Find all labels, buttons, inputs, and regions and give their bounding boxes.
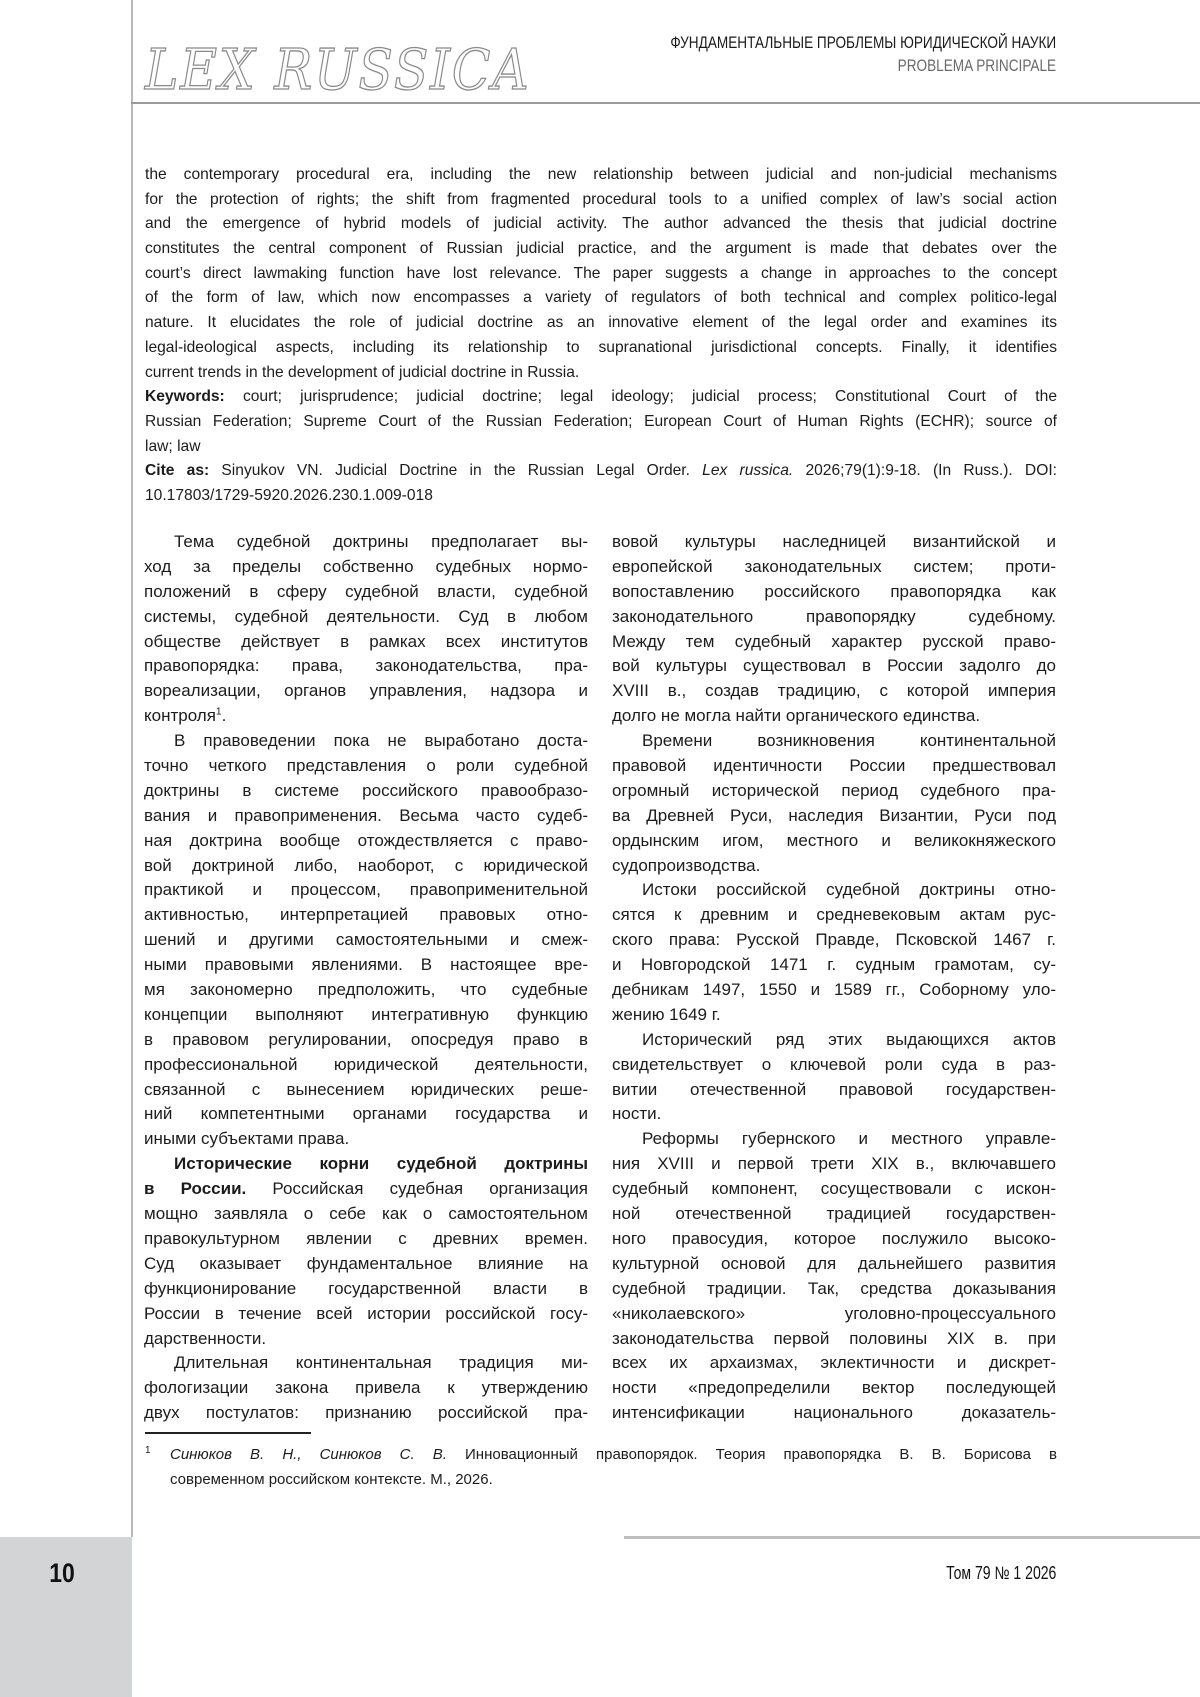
text-line: ва Древней Руси, наследия Византии, Руси под	[612, 805, 1056, 825]
text-line: Истоки российской судебной доктрины отно-	[642, 880, 1056, 900]
text-line: европейской законодательных систем; проти-	[612, 556, 1056, 576]
text-line: ности.	[612, 1104, 662, 1124]
text-line: Между тем судебный характер русской право-	[612, 631, 1056, 651]
text-line: ности «предопределили вектор последующей	[612, 1378, 1056, 1398]
text-line: мощно заявляла о себе как о самостоятельном	[144, 1204, 588, 1224]
footnote-ref[interactable]: 1	[215, 706, 222, 718]
text-line: and the emergence of hybrid models of judicial activity. The author advanced the thesis that judicial doctrine	[145, 215, 1057, 233]
text-line: интенсификации национального доказатель-	[612, 1403, 1056, 1423]
text-line: практикой и процессом, правоприменительной	[144, 880, 588, 900]
body-column-left	[144, 530, 588, 1426]
text-line: Суд оказывает фундаментальное влияние на	[144, 1253, 588, 1273]
text-line: В правоведении пока не выработано доста-	[174, 731, 588, 751]
text-line: законодательного правопорядку судебному.	[612, 606, 1056, 626]
bold-run: Cite as:	[145, 462, 210, 480]
issue-info: Том 79 № 1 2026	[945, 1563, 1056, 1583]
paragraph	[144, 1351, 588, 1426]
text-line	[145, 385, 1057, 410]
section-title: ФУНДАМЕНТАЛЬНЫЕ ПРОБЛЕМЫ ЮРИДИЧЕСКОЙ НАУКИ	[670, 33, 1056, 52]
text-line	[144, 704, 588, 729]
footnote-rule	[145, 1432, 311, 1434]
text-line	[144, 1177, 588, 1202]
paragraph	[612, 1127, 1056, 1426]
text-line: Russian Federation; Supreme Court of the Russian Federation; European Court of Human Rights (ECHR); source of	[145, 412, 1057, 430]
bold-run: Исторические корни судебной доктрины	[174, 1154, 588, 1174]
text-line: Исторический ряд этих выдающихся актов	[642, 1029, 1056, 1049]
text-line: культурной основой для дальнейшего развития	[612, 1253, 1056, 1273]
text-line: of the form of law, which now encompasses a variety of regulators of both technical and complex politico-legal	[145, 289, 1057, 307]
text-line: жению 1649 г.	[612, 1004, 721, 1024]
text-line: Длительная континентальная традиция ми-	[174, 1353, 588, 1373]
footnote-number: 1	[145, 1445, 151, 1456]
italic-run: Lex russica.	[702, 462, 794, 480]
section-subtitle: PROBLEMA PRINCIPALE	[897, 56, 1056, 75]
text-line: правокультурном явлении с древних времен.	[144, 1228, 588, 1248]
footnote	[145, 1442, 1057, 1492]
text-line: концепции выполняют интегративную функцию	[144, 1004, 588, 1024]
text-line: дебникам 1497, 1550 и 1589 гг., Соборному уло-	[612, 980, 1056, 1000]
text-run: Sinyukov VN. Judicial Doctrine in the Russian Legal Order.	[209, 462, 703, 480]
text-line	[145, 459, 1057, 484]
text-line: ского права: Русской Правде, Псковской 1467 г.	[612, 930, 1056, 950]
text-line: двух постулатов: признанию российской пра-	[144, 1403, 588, 1423]
text-line: судебной традиции. Так, средства доказывания	[612, 1278, 1056, 1298]
text-line: судопроизводства.	[612, 855, 761, 875]
text-line: сятся к древним и средневековым актам рус-	[612, 905, 1056, 925]
text-line: шений и другими самостоятельными и смеж-	[144, 930, 588, 950]
text-line: дарственности.	[144, 1328, 267, 1348]
page-number: 10	[49, 1558, 75, 1588]
text-line: связанной с вынесением юридических реше-	[144, 1079, 588, 1099]
italic-run: Синюков В. Н., Синюков С. В.	[170, 1446, 447, 1463]
text-line: вой доктриной либо, наоборот, с юридической	[144, 855, 588, 875]
text-line: ная доктрина вообще отождествляется с право-	[144, 830, 588, 850]
text-line: nature. It elucidates the role of judicial doctrine as an innovative element of the legal order and examines its	[145, 314, 1057, 332]
text-run: court; jurisprudence; judicial doctrine; legal ideology; judicial process; Constitutional Court of the	[224, 388, 1057, 406]
text-line: Тема судебной доктрины предполагает вы-	[174, 532, 588, 551]
text-line: иными субъектами права.	[144, 1129, 350, 1149]
text-line: Времени возникновения континентальной	[642, 731, 1056, 751]
text-line: вопоставлению российского правопорядка как	[612, 581, 1056, 601]
text-line	[144, 1152, 588, 1177]
text-line: the contemporary procedural era, including the new relationship between judicial and non-judicial mechanisms	[145, 166, 1057, 183]
text-line: вания и правоприменения. Весьма часто судеб-	[144, 805, 588, 825]
paragraph	[145, 163, 1057, 385]
text-line: ний компетентными органами государства и	[144, 1104, 588, 1124]
paragraph	[612, 878, 1056, 1027]
text-line: Реформы губернского и местного управле-	[642, 1129, 1056, 1149]
text-line: XVIII в., создав традицию, с которой империя	[612, 681, 1056, 701]
text-line: и Новгородской 1471 г. судным грамотам, су-	[612, 955, 1056, 975]
footnote-line	[170, 1442, 1057, 1467]
paragraph	[144, 729, 588, 1152]
body-column-right	[612, 530, 1056, 1426]
text-line: России в течение всей истории российской госу-	[144, 1303, 588, 1323]
text-line: функционирование государственной власти в	[144, 1278, 588, 1298]
text-line: law; law	[145, 437, 201, 455]
text-line: 10.17803/1729-5920.2026.230.1.009-018	[145, 486, 433, 504]
margin-rule	[131, 0, 133, 1537]
text-line: правовой идентичности России предшествовал	[612, 756, 1056, 776]
text-line: фологизации закона привела к утверждению	[144, 1378, 588, 1398]
text-line: ход за пределы собственно судебных нормо-	[144, 556, 588, 576]
journal-logo: LEX RUSSICA	[145, 38, 531, 103]
text-line: мя закономерно предположить, что судебные	[144, 980, 588, 1000]
text-line: вой культуры существовал в России задолго до	[612, 656, 1056, 676]
text-run: 2026;79(1):9-18. (In Russ.). DOI:	[793, 462, 1057, 480]
text-line: точно четкого представления о роли судебной	[144, 756, 588, 776]
paragraph	[145, 459, 1057, 508]
text-line: огромный исторической период судебного пра-	[612, 780, 1056, 800]
text-line: свидетельствует о ключевой роли суда в раз-	[612, 1054, 1056, 1074]
text-line: активностью, интерпретацией правовых отно-	[144, 905, 588, 925]
text-line: legal-ideological aspects, including its relationship to supranational jurisdictional concepts. Finally, it identifies	[145, 338, 1057, 356]
text-line: for the protection of rights; the shift from fragmented procedural tools to a unified complex of law’s social action	[145, 190, 1057, 208]
text-line: в правовом регулировании, опосредуя право в	[144, 1029, 588, 1049]
text-line: долго не могла найти органического единства.	[612, 706, 981, 726]
text-line: ного правосудия, которое послужило высоко-	[612, 1228, 1056, 1248]
text-line: court’s direct lawmaking function have lost relevance. The paper suggests a change in approaches to the concept	[145, 264, 1057, 282]
abstract	[145, 163, 1057, 509]
text-run: .	[221, 706, 227, 726]
text-line: витии отечественной правовой государствен-	[612, 1079, 1056, 1099]
text-line: ными правовыми явлениями. В настоящее вре-	[144, 955, 588, 975]
text-line: системы, судебной деятельности. Суд в любом	[144, 606, 588, 626]
text-line: доктрины в системе российского правообразо-	[144, 780, 588, 800]
text-line: положений в сферу судебной власти, судебной	[144, 581, 588, 601]
text-run: Инновационный правопорядок. Теория правопорядка В. В. Борисова в	[446, 1446, 1058, 1463]
text-line: «николаевского» уголовно-процессуального	[612, 1303, 1056, 1323]
text-line: профессиональной юридической деятельности,	[144, 1054, 588, 1074]
paragraph	[144, 530, 588, 729]
paragraph	[612, 530, 1056, 729]
text-line: вовой культуры наследницей византийской и	[612, 532, 1056, 551]
footnote-text	[170, 1442, 1057, 1492]
footnote-line: современном российском контексте. М., 2026.	[170, 1471, 493, 1488]
text-line: current trends in the development of judicial doctrine in Russia.	[145, 363, 580, 381]
text-line: правопорядка: права, законодательства, пра-	[144, 656, 588, 676]
text-run: Российская судебная организация	[246, 1179, 588, 1199]
text-line: constitutes the central component of Russian judicial practice, and the argument is made that debates over the	[145, 240, 1057, 258]
text-line: ордынским игом, местного и великокняжеского	[612, 830, 1056, 850]
text-line: вореализации, органов управления, надзора и	[144, 681, 588, 701]
text-line: судебный компонент, сосуществовали с искон-	[612, 1179, 1056, 1199]
paragraph	[612, 729, 1056, 878]
footer-rule	[624, 1536, 1200, 1539]
text-line: обществе действует в рамках всех институтов	[144, 631, 588, 651]
text-line: всех их архаизмах, эклектичности и дискрет-	[612, 1353, 1056, 1373]
bold-run: в России.	[144, 1179, 247, 1199]
text-line: ния XVIII и первой трети XIX в., включавшего	[612, 1154, 1056, 1174]
paragraph	[145, 385, 1057, 459]
paragraph	[144, 1152, 588, 1351]
bold-run: Keywords:	[145, 388, 225, 406]
text-line: законодательства первой половины XIX в. при	[612, 1328, 1056, 1348]
paragraph	[612, 1028, 1056, 1128]
text-run: контроля	[144, 706, 216, 726]
text-line: ной отечественной традицией государствен-	[612, 1204, 1056, 1224]
